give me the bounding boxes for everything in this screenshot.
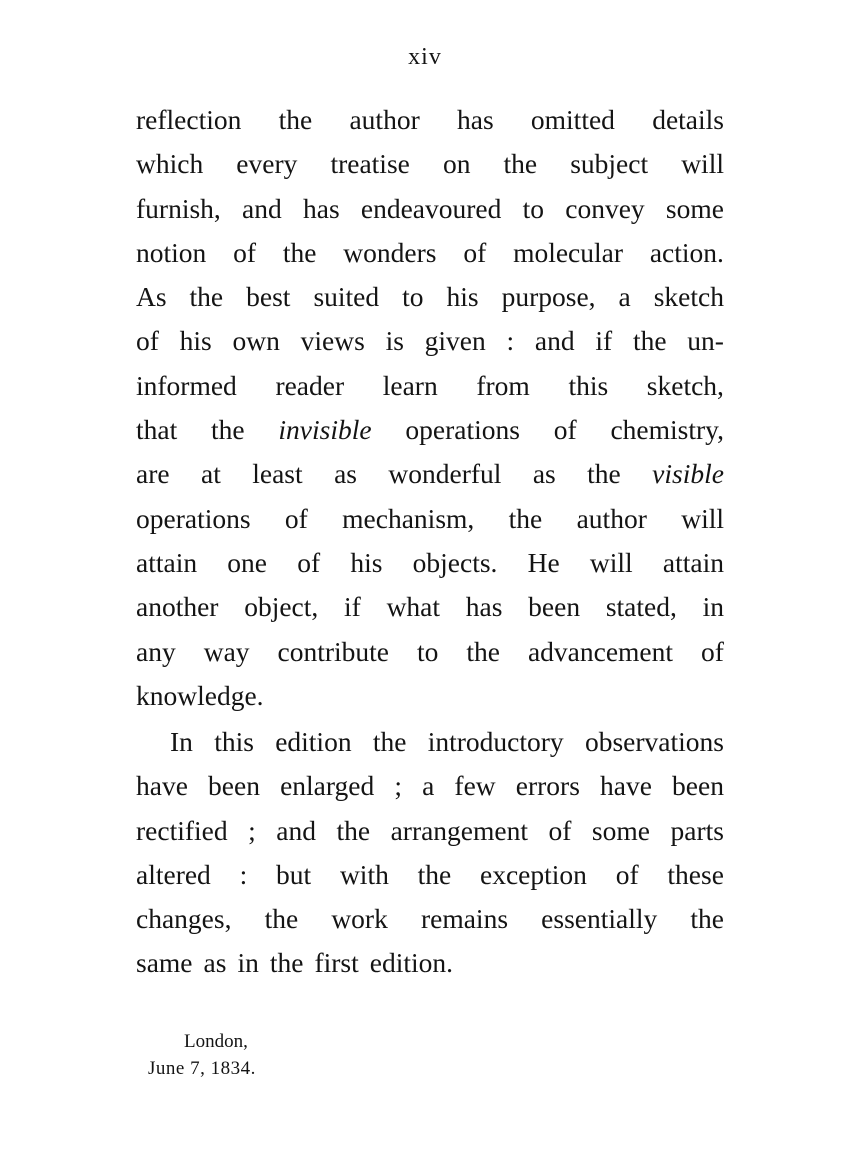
word: arrangement: [390, 814, 528, 846]
word: :: [239, 858, 248, 890]
word: rectified: [136, 814, 228, 846]
word: from: [476, 369, 530, 401]
text-line: [136, 541, 724, 585]
word: the: [417, 858, 452, 890]
text-line: [136, 720, 724, 764]
word: reflection: [136, 104, 242, 135]
word: exception: [480, 858, 587, 890]
word: learn: [382, 369, 438, 401]
word: this: [214, 726, 254, 757]
word: ;: [248, 814, 256, 846]
word: errors: [515, 770, 580, 802]
word: attain: [136, 546, 198, 578]
word: any: [136, 635, 176, 667]
word: the: [466, 635, 500, 667]
word: way: [203, 635, 250, 667]
word: operations: [136, 502, 251, 534]
word: has: [302, 192, 340, 224]
word: as: [203, 947, 227, 979]
word: enlarged: [280, 770, 375, 802]
word: few: [454, 770, 496, 802]
word: in: [702, 591, 724, 623]
word: He: [527, 546, 560, 578]
word: on: [442, 148, 471, 180]
word: the: [189, 281, 224, 313]
word: sketch: [653, 281, 724, 313]
word: informed: [136, 369, 237, 401]
word: his: [446, 281, 479, 313]
word: un-: [687, 325, 724, 357]
word: stated,: [605, 591, 677, 623]
word: own: [232, 325, 280, 357]
word: is: [385, 325, 404, 357]
word: furnish,: [136, 192, 221, 224]
word: that: [136, 414, 178, 446]
word: to: [417, 635, 439, 667]
word: mechanism,: [342, 502, 475, 534]
word: edition.: [369, 947, 454, 979]
word: are: [136, 458, 170, 490]
text-line: [136, 497, 724, 541]
word: the: [690, 903, 724, 935]
word: his: [179, 325, 212, 357]
text-line: [136, 452, 724, 496]
word: convey: [565, 192, 645, 224]
word: of: [284, 502, 308, 534]
text-line: [136, 187, 724, 231]
word: of: [701, 635, 724, 667]
word: visible: [652, 458, 724, 490]
word: treatise: [330, 148, 410, 180]
text-line: [136, 853, 724, 897]
word: of: [136, 325, 159, 357]
word: :: [506, 325, 515, 357]
word: reader: [275, 369, 345, 401]
word: author: [349, 104, 420, 135]
word: omitted: [530, 104, 615, 135]
word: some: [665, 192, 724, 224]
text-line: [136, 809, 724, 853]
word: if: [595, 325, 613, 357]
word: been: [672, 770, 724, 802]
text-line: [136, 231, 724, 275]
word: with: [339, 858, 389, 890]
word: In: [170, 726, 193, 757]
paragraph-2: [136, 720, 724, 986]
word: have: [600, 770, 652, 802]
word: a: [618, 281, 631, 313]
word: some: [591, 814, 650, 846]
word: author: [576, 502, 647, 534]
word: the: [211, 414, 245, 446]
text-line: [136, 764, 724, 808]
word: and: [242, 192, 282, 224]
word: been: [208, 770, 260, 802]
word: edition: [275, 726, 352, 757]
text-line: [136, 275, 724, 319]
word: in: [237, 947, 259, 979]
page-number: xiv: [408, 44, 442, 70]
word: of: [548, 814, 572, 846]
word: and: [534, 325, 575, 357]
text-line: [136, 142, 724, 186]
word: his: [350, 546, 383, 578]
word: suited: [313, 281, 380, 313]
text-line: [136, 319, 724, 363]
word: one: [227, 546, 268, 578]
word: wonders: [343, 236, 437, 268]
word: best: [246, 281, 291, 313]
word: first: [314, 947, 359, 979]
word: the: [508, 502, 543, 534]
word: work: [331, 903, 388, 935]
word: objects.: [412, 546, 498, 578]
word: endeavoured: [360, 192, 502, 224]
word: the: [587, 458, 621, 490]
word: the: [278, 104, 313, 135]
word: As: [136, 281, 167, 313]
word: notion: [136, 236, 207, 268]
word: these: [667, 858, 724, 890]
text-line: [136, 364, 724, 408]
word: to: [522, 192, 544, 224]
word: sketch,: [646, 369, 724, 401]
word: what: [386, 591, 441, 623]
word: as: [532, 458, 556, 490]
word: ;: [394, 770, 402, 802]
word: every: [236, 148, 298, 180]
word: details: [652, 104, 724, 135]
word: the: [269, 947, 304, 979]
text-line: [136, 941, 724, 985]
word: chemistry,: [610, 414, 724, 446]
word: the: [264, 903, 299, 935]
word: the: [372, 726, 407, 757]
word: changes,: [136, 903, 232, 935]
word: operations: [405, 414, 520, 446]
word: of: [615, 858, 639, 890]
word: if: [344, 591, 361, 623]
word: wonderful: [388, 458, 502, 490]
signature-date: June 7, 1834.: [148, 1058, 256, 1079]
word: of: [553, 414, 577, 446]
word: will: [681, 502, 724, 534]
word: will: [681, 148, 724, 180]
signature-block: [148, 1028, 256, 1082]
word: introductory: [427, 726, 564, 757]
word: the: [336, 814, 371, 846]
word: this: [568, 369, 609, 401]
text-line: [136, 98, 724, 142]
word: contribute: [277, 635, 390, 667]
text-line: [136, 674, 724, 718]
word: advancement: [527, 635, 674, 667]
word: have: [136, 770, 188, 802]
word: a: [422, 770, 435, 802]
word: has: [456, 104, 494, 135]
text-line: [136, 408, 724, 452]
text-line: [136, 630, 724, 674]
word: remains: [420, 903, 509, 935]
word: attain: [662, 546, 724, 578]
word: invisible: [278, 414, 372, 446]
word: of: [233, 236, 257, 268]
word: of: [463, 236, 487, 268]
word: to: [402, 281, 424, 313]
word: altered: [136, 858, 211, 890]
word: of: [297, 546, 321, 578]
word: knowledge.: [136, 679, 264, 711]
word: at: [200, 458, 221, 490]
word: given: [424, 325, 486, 357]
word: the: [282, 236, 317, 268]
word: will: [589, 546, 633, 578]
text-line: [136, 585, 724, 629]
word: and: [276, 814, 316, 846]
word: subject: [570, 148, 649, 180]
word: the: [632, 325, 667, 357]
word: molecular: [513, 236, 624, 268]
word: been: [528, 591, 581, 623]
paragraph-1: [136, 98, 724, 718]
word: but: [276, 858, 312, 890]
word: essentially: [541, 903, 658, 935]
word: which: [136, 148, 204, 180]
word: the: [503, 148, 538, 180]
word: action.: [649, 236, 724, 268]
signature-place: London,: [184, 1031, 248, 1052]
word: as: [334, 458, 357, 490]
word: same: [136, 947, 193, 979]
word: purpose,: [501, 281, 596, 313]
word: object,: [244, 591, 319, 623]
word: has: [465, 591, 503, 623]
word: observations: [584, 726, 724, 757]
word: another: [136, 591, 219, 623]
text-line: [136, 897, 724, 941]
word: parts: [670, 814, 724, 846]
word: views: [300, 325, 365, 357]
word: least: [252, 458, 303, 490]
